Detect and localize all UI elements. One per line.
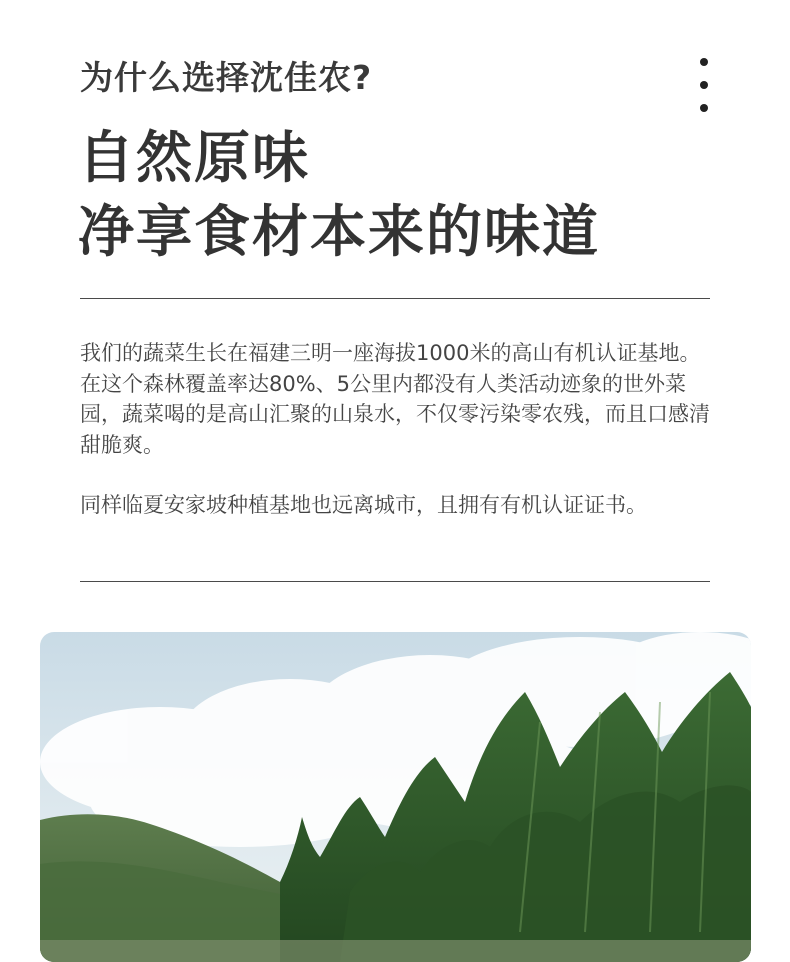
mountain-farm-photo	[40, 632, 751, 962]
headline-line-1: 自然原味	[78, 126, 310, 191]
divider-top	[80, 298, 710, 299]
divider-bottom	[80, 581, 710, 582]
body-paragraph-1: 我们的蔬菜生长在福建三明一座海拔1000米的高山有机认证基地。在这个森林覆盖率达80%、5公里内都没有人类活动迹象的世外菜园，蔬菜喝的是高山汇聚的山泉水，不仅零污染零农残，而且口感清甜脆爽。	[80, 341, 710, 457]
section-subtitle: 为什么选择沈佳农?	[80, 58, 373, 97]
vertical-dots-icon[interactable]	[697, 58, 711, 116]
body-paragraph-2: 同样临夏安家坡种植基地也远离城市，且拥有有机认证证书。	[80, 493, 647, 517]
dot-3	[700, 104, 708, 112]
headline-line-2: 净享食材本来的味道	[78, 200, 600, 265]
dot-2	[700, 81, 708, 89]
dot-1	[700, 58, 708, 66]
